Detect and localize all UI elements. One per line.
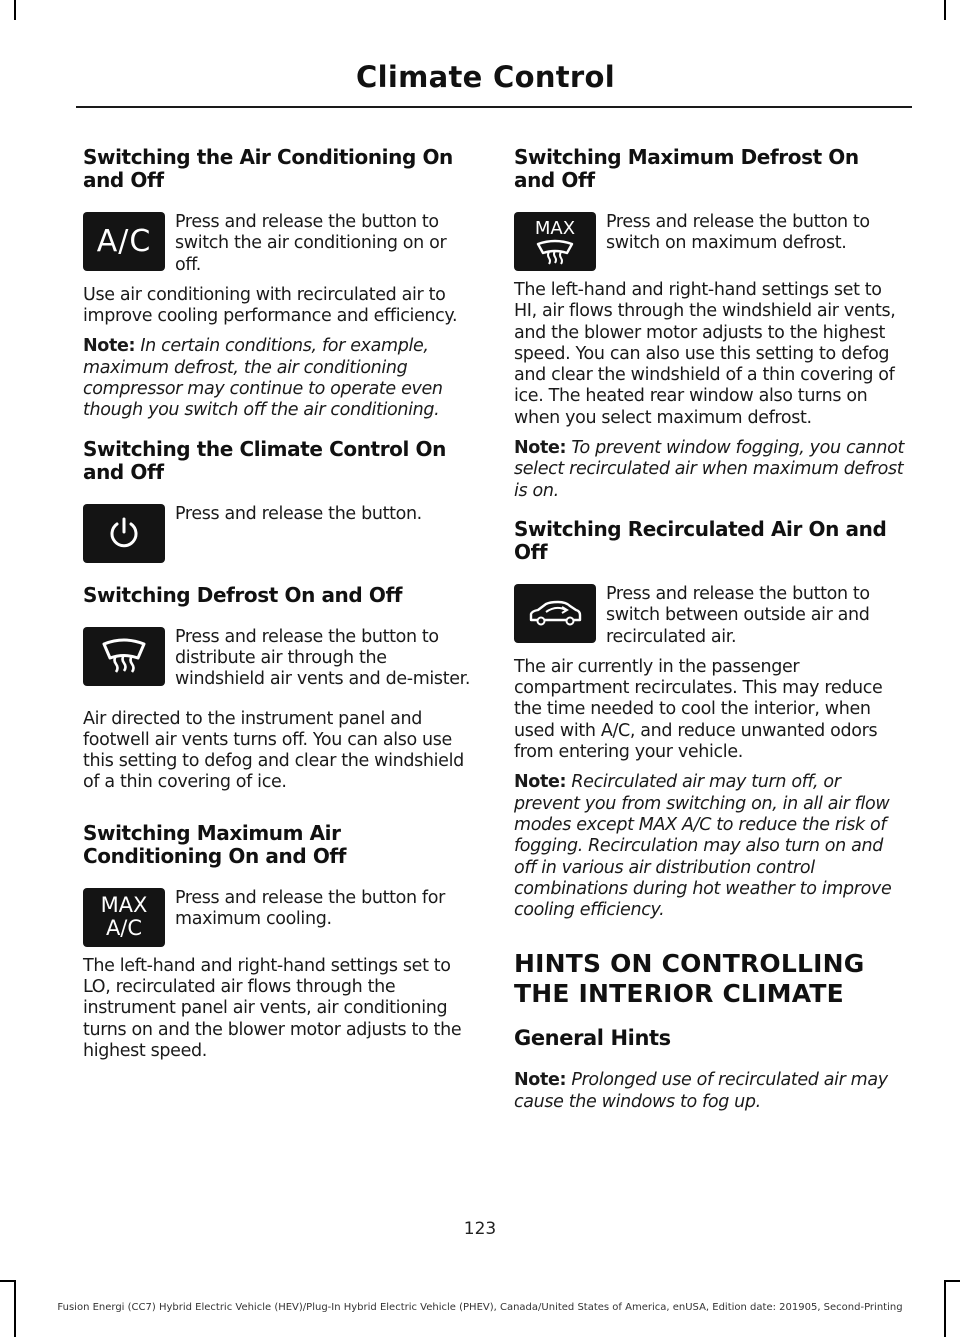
ac-button-icon (83, 212, 165, 271)
max-defrost-icon-text: MAX (534, 217, 576, 239)
note-label: Note: (514, 1070, 567, 1091)
windshield-defrost-icon (535, 239, 575, 265)
power-button-icon (83, 504, 165, 563)
ac-instruction (83, 212, 475, 285)
page-title: Climate Control (356, 60, 615, 94)
note-label: Note: (514, 438, 567, 459)
crop-mark-bottom-left-h (0, 1280, 16, 1282)
recirc-button-icon (514, 584, 596, 643)
defrost-instruction (83, 627, 475, 691)
left-column (83, 146, 475, 1071)
note-label: Note: (83, 336, 136, 357)
header-rule (76, 106, 912, 108)
note-text: Prolonged use of recirculated air may cause the windows to fog up. (514, 1070, 888, 1112)
defrost-para1: Air directed to the instrument panel and footwell air vents turns off. You can also use this setting to defog and clear the windshield of a thin covering of ice. (83, 708, 464, 793)
max-defrost-heading: Switching Maximum Defrost On and Off (514, 145, 859, 192)
ac-icon-text: A/C (96, 224, 152, 259)
right-column (514, 146, 906, 1122)
note-text: In certain conditions, for example, maximum defrost, the air conditioning compressor may continue to operate even though you switch off the air conditioning. (83, 336, 443, 421)
max-ac-button-icon (83, 888, 165, 947)
note-text: Recirculated air may turn off, or prevent you from switching on, in all air flow modes except MAX A/C to reduce the risk of fogging. Recirculation may also turn on and off in various air distribution control combinations during hot weather to improve cooling efficiency. (514, 772, 892, 921)
crop-mark-top-left (14, 0, 16, 20)
recirc-body: Press and release the button to switch between outside air and recirculated air. (606, 583, 870, 647)
recirc-instruction (514, 584, 906, 657)
climate-instruction (83, 504, 475, 572)
max-ac-heading: Switching Maximum Air Conditioning On and Off (83, 820, 347, 868)
recirc-note (514, 772, 906, 921)
max-ac-para1: The left-hand and right-hand settings set to LO, recirculated air flows through the instrument panel air vents, air conditioning turns on and the blower motor adjusts to the highest speed. (83, 955, 462, 1061)
ac-heading: Switching the Air Conditioning On and Off (83, 145, 453, 192)
ac-note (83, 336, 475, 421)
crop-mark-bottom-right-h (944, 1280, 960, 1282)
power-icon (107, 516, 141, 550)
ac-body: Press and release the button to switch the air conditioning on or off. (175, 212, 447, 275)
footer-edition-text: Fusion Energi (CC7) Hybrid Electric Vehicle (HEV)/Plug-In Hybrid Electric Vehicle (PHEV), Canada/United States of America, enUSA, Edition date: 201905, Second-Printing (57, 1302, 903, 1313)
max-defrost-note (514, 438, 906, 502)
defrost-body: Press and release the button to distribute air through the windshield air vents and de-mister. (175, 626, 471, 690)
max-ac-icon-line2: A/C (105, 916, 143, 941)
max-ac-instruction (83, 888, 475, 956)
recirc-para1: The air currently in the passenger compartment recirculates. This may reduce the time needed to cool the interior, when used with A/C, and reduce unwanted odors from entering your vehicle. (514, 656, 883, 763)
max-defrost-para1: The left-hand and right-hand settings set to HI, air flows through the windshield air vents, and the blower motor adjusts to the highest speed. You can also use this setting to defog and clear the windshield of a thin covering of ice. The heated rear window also turns on when you select maximum defrost. (514, 280, 896, 428)
recirc-heading: Switching Recirculated Air On and Off (514, 516, 887, 564)
max-defrost-body: Press and release the button to switch on maximum defrost. (606, 212, 870, 254)
max-ac-icon-line1: MAX (100, 893, 148, 918)
windshield-defrost-icon (99, 636, 149, 676)
hints-note (514, 1070, 906, 1113)
crop-mark-top-right (944, 0, 946, 20)
max-ac-body: Press and release the button for maximum cooling. (175, 887, 445, 930)
note-text: To prevent window fogging, you cannot select recirculated air when maximum defrost is on. (514, 438, 904, 501)
hints-heading: HINTS ON CONTROLLING THE INTERIOR CLIMATE (514, 949, 865, 1009)
ac-para1: Use air conditioning with recirculated air to improve cooling performance and efficiency. (83, 284, 458, 327)
climate-heading: Switching the Climate Control On and Off (83, 436, 446, 484)
page-number: 123 (463, 1219, 497, 1239)
defrost-button-icon (83, 627, 165, 686)
note-label: Note: (514, 772, 567, 793)
defrost-heading: Switching Defrost On and Off (83, 582, 403, 607)
max-defrost-button-icon (514, 212, 596, 271)
recirculated-air-icon (526, 598, 584, 628)
general-hints-heading: General Hints (514, 1026, 671, 1051)
max-defrost-instruction (514, 212, 906, 280)
climate-body: Press and release the button. (175, 503, 422, 524)
